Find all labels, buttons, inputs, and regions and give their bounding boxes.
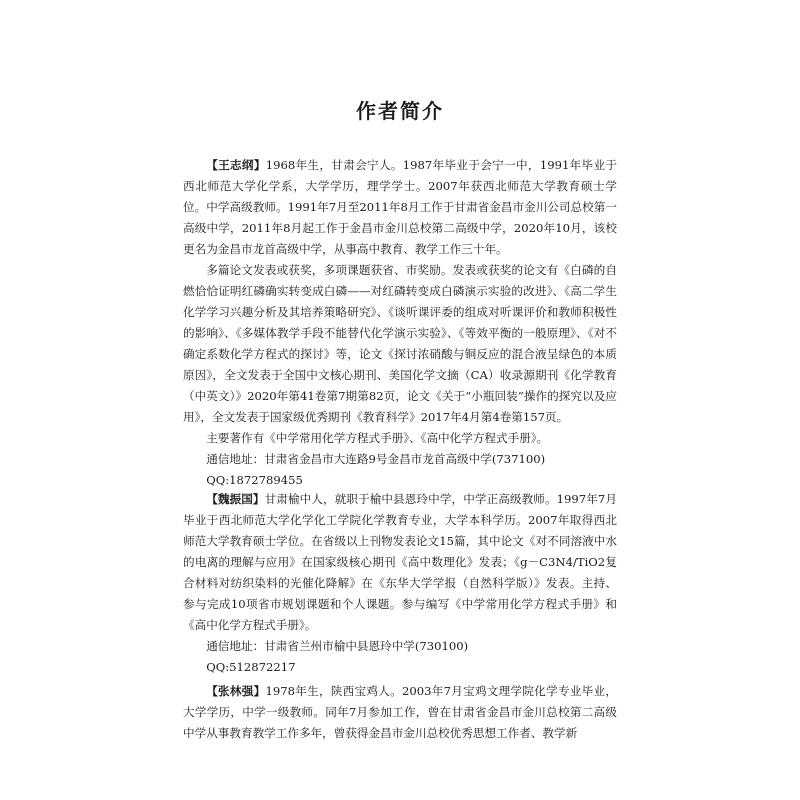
bio-works: 主要著作有《中学常用化学方程式手册》、《高中化学方程式手册》。	[206, 431, 549, 445]
bio-address: 通信地址：甘肃省兰州市榆中县恩玲中学(730100)	[206, 639, 469, 653]
bio-papers: 多篇论文发表或获奖，多项课题获省、市奖励。发表或获奖的论文有《白磷的自燃恰恰证明红磷确实转变成白磷——对红磷转变成白磷演示实验的改进》、《高二学生化学学习兴趣分析及其培养策略研究》、《谈听课评委的组成对听课评价和教师积极性的影响》、《多媒体教学手段不能替代化学演示实验》、《等效平衡的一般原理》、《对不确定系数化学方程式的探讨》等，论文《探讨浓硝酸与铜反应的混合液呈绿色的本质原因》，全文发表于全国中文核心期刊、美国化学文摘（CA）收录源期刊《化学教育（中英文）》2020年第41卷第7期第82页，论文《关于“小瓶回装”操作的探究以及应用》，全文发表于国家级优秀期刊《教育科学》2017年4月第4卷第157页。	[183, 263, 617, 424]
bio-intro: 【魏振国】甘肃榆中人，就职于榆中县恩玲中学，中学正高级教师。1997年7月毕业于西北师范大学化学化工学院化学教育专业，大学本科学历。2007年取得西北师范大学教育硕士学位。在省级以上刊物发表论文15篇，其中论文《对不同溶液中水的电离的理解与应用》在国家级核心期刊《高中数理化》发表；《g－C3N4/TiO2复合材料对纺织染料的光催化降解》在《东华大学学报（自然科学版）》发表。主持、参与完成10项省市规划课题和个人课题。参与编写《中学常用化学方程式手册》和《高中化学方程式手册》。	[183, 492, 617, 632]
author-bio-zhang	[183, 681, 617, 744]
bio-qq: QQ:512872217	[206, 660, 296, 674]
author-name: 【张林强】	[206, 684, 266, 698]
bio-address: 通信地址：甘肃省金昌市大连路9号金昌市龙首高级中学(737100)	[206, 452, 546, 466]
bio-intro: 【王志纲】1968年生，甘肃会宁人。1987年毕业于会宁一中，1991年毕业于西北师范大学化学系，大学学历，理学学士。2007年获西北师范大学教育硕士学位。中学高级教师。1991年7月至2011年8月工作于甘肃省金昌市金川公司总校第一高级中学，2011年8月起工作于金昌市金川总校第二高级中学，2020年10月，该校更名为金昌市龙首高级中学，从事高中教育、教学工作三十年。	[183, 158, 617, 256]
page-title: 作者简介	[356, 99, 444, 123]
bio-qq: QQ:1872789455	[206, 473, 303, 487]
bio-intro: 【张林强】1978年生，陕西宝鸡人。2003年7月宝鸡文理学院化学专业毕业，大学学历，中学一级教师。同年7月参加工作，曾在甘肃省金昌市金川总校第二高级中学从事教育教学工作多年，曾获得金昌市金川总校优秀思想工作者、教学新	[183, 684, 617, 740]
author-bio-wang	[183, 155, 617, 491]
author-name: 【王志纲】	[206, 158, 266, 172]
author-bio-wei	[183, 489, 617, 678]
author-name: 【魏振国】	[206, 492, 265, 506]
